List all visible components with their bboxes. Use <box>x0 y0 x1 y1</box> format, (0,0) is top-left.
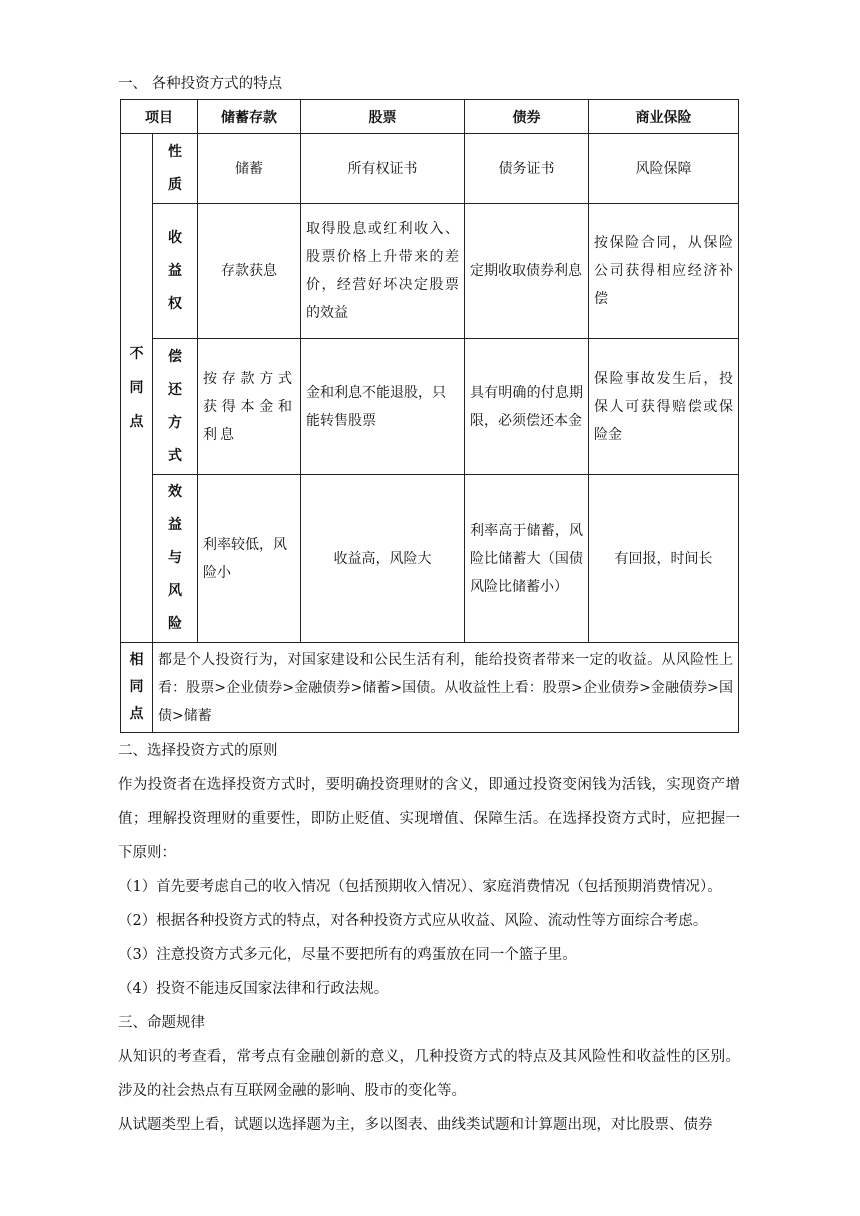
cell-bonds-repayment: 具有明确的付息期限，必须偿还本金 <box>465 339 589 475</box>
investment-comparison-table <box>120 99 739 733</box>
table-row-risk <box>121 475 739 643</box>
table-row-repayment <box>121 339 739 475</box>
section-1-heading: 一、 各种投资方式的特点 <box>118 76 283 92</box>
header-bonds: 债券 <box>465 100 589 134</box>
section-3-paragraph-2: 从试题类型上看，试题以选择题为主，多以图表、曲线类试题和计算题出现，对比股票、债券 <box>118 1117 713 1133</box>
cell-similarities-text: 都是个人投资行为，对国家建设和公民生活有利，能给投资者带来一定的收益。从风险性上看：股票>企业债券>金融债券>储蓄>国债。从收益性上看：股票>企业债券>金融债券>国债>储蓄 <box>153 643 739 733</box>
cell-stocks-risk: 收益高，风险大 <box>301 475 465 643</box>
header-insurance: 商业保险 <box>589 100 739 134</box>
group-label-char: 点 <box>129 414 144 430</box>
cell-savings-income: 存款获息 <box>198 204 301 339</box>
group-label-char: 不 <box>129 346 144 362</box>
section-2-intro: 作为投资者在选择投资方式时，要明确投资理财的含义，即通过投资变闲钱为活钱，实现资产增值；理解投资理财的重要性，即防止贬值、实现增值、保障生活。在选择投资方式时，应把握一下原则： <box>118 777 740 861</box>
header-item: 项目 <box>121 100 198 134</box>
principle-item-4: （4）投资不能违反国家法律和行政法规。 <box>118 981 389 997</box>
cell-stocks-nature: 所有权证书 <box>301 134 465 204</box>
table-header-row <box>121 100 739 134</box>
cell-insurance-risk: 有回报，时间长 <box>589 475 739 643</box>
row-label-repayment: 偿 还 方 式 <box>153 339 198 475</box>
cell-savings-nature: 储蓄 <box>198 134 301 204</box>
header-savings: 储蓄存款 <box>198 100 301 134</box>
principle-item-1: （1）首先要考虑自己的收入情况（包括预期收入情况）、家庭消费情况（包括预期消费情况）。 <box>118 879 722 895</box>
group-label-differences <box>121 134 153 643</box>
cell-stocks-income: 取得股息或红利收入、股票价格上升带来的差价，经营好坏决定股票的效益 <box>301 204 465 339</box>
cell-bonds-risk: 利率高于储蓄，风险比储蓄大（国债风险比储蓄小） <box>465 475 589 643</box>
header-stocks: 股票 <box>301 100 465 134</box>
row-label-risk: 效 益 与 风 险 <box>153 475 198 643</box>
row-label-income: 收 益 权 <box>153 204 198 339</box>
group-label-char: 同 <box>129 380 144 396</box>
table-row-nature <box>121 134 739 204</box>
cell-bonds-nature: 债务证书 <box>465 134 589 204</box>
cell-insurance-nature: 风险保障 <box>589 134 739 204</box>
table-row-similarities <box>121 643 739 733</box>
section-2-heading: 二、选择投资方式的原则 <box>118 743 278 759</box>
cell-stocks-repayment: 金和利息不能退股，只能转售股票 <box>301 339 465 475</box>
section-3-paragraph-1: 从知识的考查看，常考点有金融创新的意义，几种投资方式的特点及其风险性和收益性的区别。涉及的社会热点有互联网金融的影响、股市的变化等。 <box>118 1049 740 1099</box>
cell-insurance-repayment: 保险事故发生后，投保人可获得赔偿或保险金 <box>589 339 739 475</box>
principle-item-2: （2）根据各种投资方式的特点，对各种投资方式应从收益、风险、流动性等方面综合考虑。 <box>118 913 708 929</box>
row-label-similarities: 相 同 点 <box>121 643 153 733</box>
row-label-nature: 性 质 <box>153 134 198 204</box>
cell-savings-risk: 利率较低，风险小 <box>198 475 301 643</box>
cell-savings-repayment: 按存款方式获得本金和利息 <box>198 339 301 475</box>
section-3-heading: 三、命题规律 <box>118 1015 205 1031</box>
cell-insurance-income: 按保险合同，从保险公司获得相应经济补偿 <box>589 204 739 339</box>
principle-item-3: （3）注意投资方式多元化，尽量不要把所有的鸡蛋放在同一个篮子里。 <box>118 947 577 963</box>
cell-bonds-income: 定期收取债券利息 <box>465 204 589 339</box>
table-row-income <box>121 204 739 339</box>
